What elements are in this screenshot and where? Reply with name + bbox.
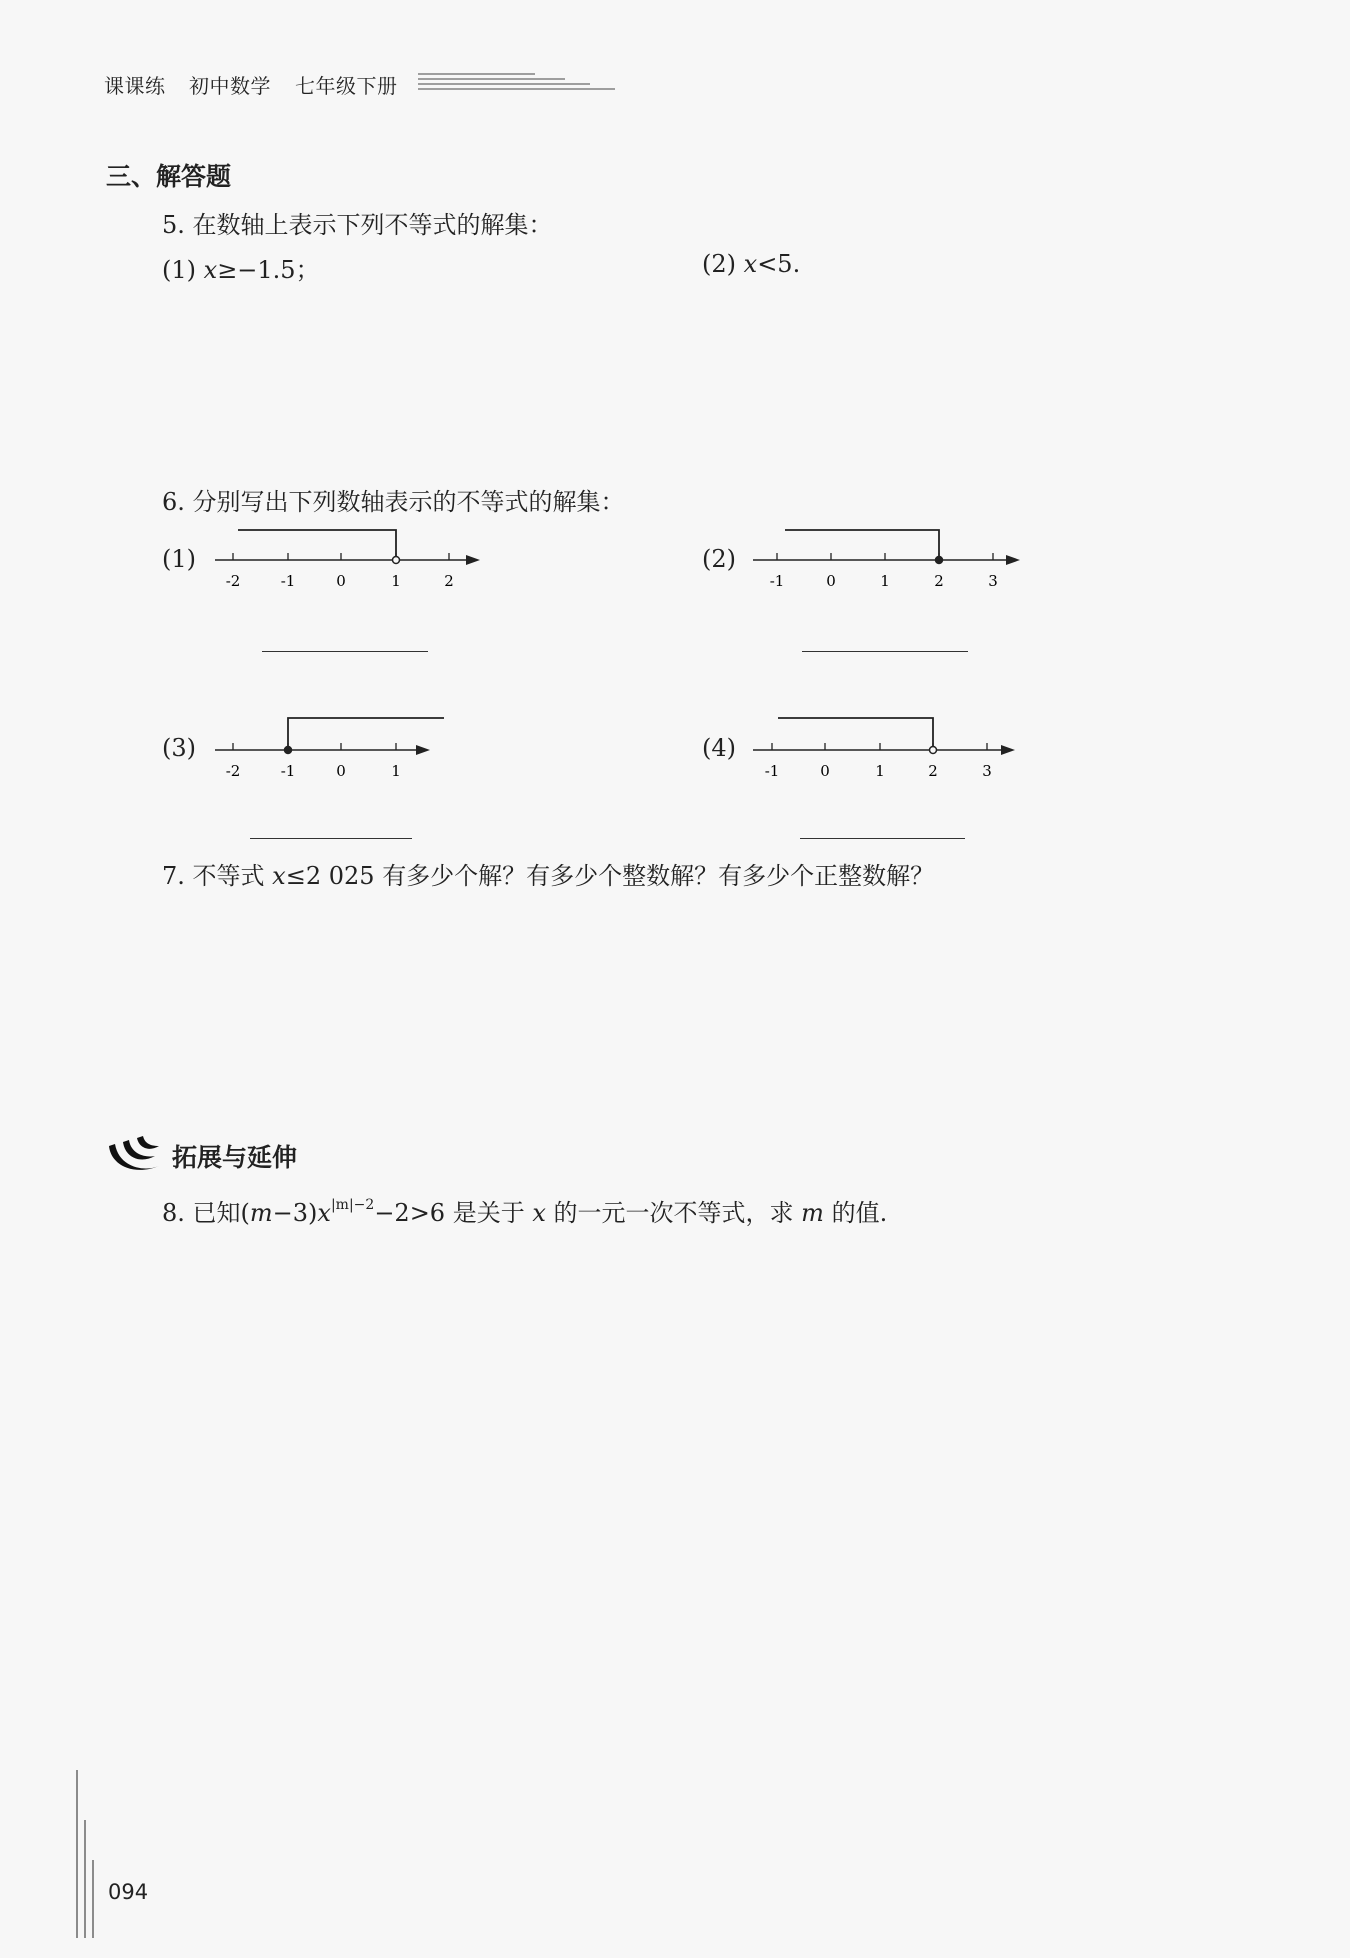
q5-part2-rest: <5. <box>757 250 801 278</box>
q6-axis2-label: (2) <box>702 545 736 573</box>
q5-part1 <box>162 250 320 285</box>
closed-point <box>285 747 292 754</box>
q7-ineq: ≤2 025 <box>285 862 375 890</box>
solution-bracket <box>785 530 939 560</box>
q7-text <box>162 856 934 891</box>
q6-answer-line-4[interactable] <box>800 838 965 839</box>
arrow-icon <box>466 555 480 565</box>
solution-bracket <box>778 718 933 750</box>
q5-part2-var: x <box>743 250 758 278</box>
q6-answer-line-3[interactable] <box>250 838 412 839</box>
tick-label: 0 <box>336 762 346 780</box>
open-point <box>930 747 937 754</box>
tick-label: 0 <box>826 572 836 590</box>
q7-var: x <box>272 862 286 890</box>
arrow-icon <box>1001 745 1015 755</box>
tick-label: -1 <box>769 572 785 590</box>
q8-var-m: m <box>249 1199 273 1227</box>
q6-answer-line-1[interactable] <box>262 651 428 652</box>
q8-part: −3) <box>272 1199 318 1227</box>
q5-part2 <box>702 250 800 278</box>
q6-number-line-2 <box>750 520 1030 595</box>
tick-label: -2 <box>225 762 241 780</box>
q5-part1-rest: ≥−1.5； <box>217 256 320 284</box>
q8-part: 的一元一次不等式，求 <box>553 1199 794 1227</box>
solution-bracket <box>288 718 444 750</box>
section-title: 三、解答题 <box>106 162 232 191</box>
extension-title: 拓展与延伸 <box>172 1143 298 1172</box>
q6-number-line-1 <box>210 520 490 595</box>
page-edge-lines <box>72 1770 102 1940</box>
q8-text <box>162 1193 887 1228</box>
tick-label: 1 <box>880 572 890 590</box>
header-series: 课课练 <box>104 74 166 98</box>
q6-axis3-label: (3) <box>162 734 196 762</box>
header-rule-lines <box>415 72 620 92</box>
q5-part1-var: x <box>203 256 218 284</box>
header-subject: 初中数学 <box>189 74 271 98</box>
q7-prefix: 7. 不等式 <box>162 862 265 890</box>
q7-suffix: 有多少个解？有多少个整数解？有多少个正整数解？ <box>382 862 935 890</box>
q6-number-line-3 <box>210 710 450 785</box>
q6-axis4-label: (4) <box>702 734 736 762</box>
q8-var-x: x <box>532 1199 546 1227</box>
tick-label: 3 <box>982 762 992 780</box>
q6-stem: 6. 分别写出下列数轴表示的不等式的解集： <box>162 488 625 516</box>
q8-exponent: |m|−2 <box>330 1197 375 1213</box>
arrow-icon <box>416 745 430 755</box>
q8-var-x: x <box>317 1199 331 1227</box>
tick-label: 2 <box>928 762 938 780</box>
q6-axis1-label: (1) <box>162 545 196 573</box>
tick-label: 2 <box>934 572 944 590</box>
tick-label: 1 <box>391 572 401 590</box>
tick-label: -1 <box>764 762 780 780</box>
tick-label: 0 <box>820 762 830 780</box>
q5-stem: 5. 在数轴上表示下列不等式的解集： <box>162 211 553 239</box>
tick-label: -2 <box>225 572 241 590</box>
tick-label: 0 <box>336 572 346 590</box>
tick-label: 2 <box>444 572 454 590</box>
q8-part: −2>6 是关于 <box>374 1199 525 1227</box>
q6-number-line-4 <box>750 710 1030 785</box>
tick-label: -1 <box>280 572 296 590</box>
tick-label: 3 <box>988 572 998 590</box>
q8-var-m: m <box>801 1199 824 1227</box>
q6-answer-line-2[interactable] <box>802 651 968 652</box>
tick-label: -1 <box>280 762 296 780</box>
page-number: 094 <box>108 1880 149 1904</box>
q5-part1-label: (1) <box>162 256 196 284</box>
q5-part2-label: (2) <box>702 250 736 278</box>
closed-point <box>936 557 943 564</box>
tick-label: 1 <box>875 762 885 780</box>
q8-part: 8. 已知( <box>162 1199 250 1227</box>
solution-bracket <box>238 530 396 560</box>
tick-label: 1 <box>391 762 401 780</box>
arrow-icon <box>1006 555 1020 565</box>
swoosh-icon <box>105 1132 167 1178</box>
open-point <box>393 557 400 564</box>
q8-part: 的值. <box>831 1199 888 1227</box>
header-grade: 七年级下册 <box>295 74 398 98</box>
